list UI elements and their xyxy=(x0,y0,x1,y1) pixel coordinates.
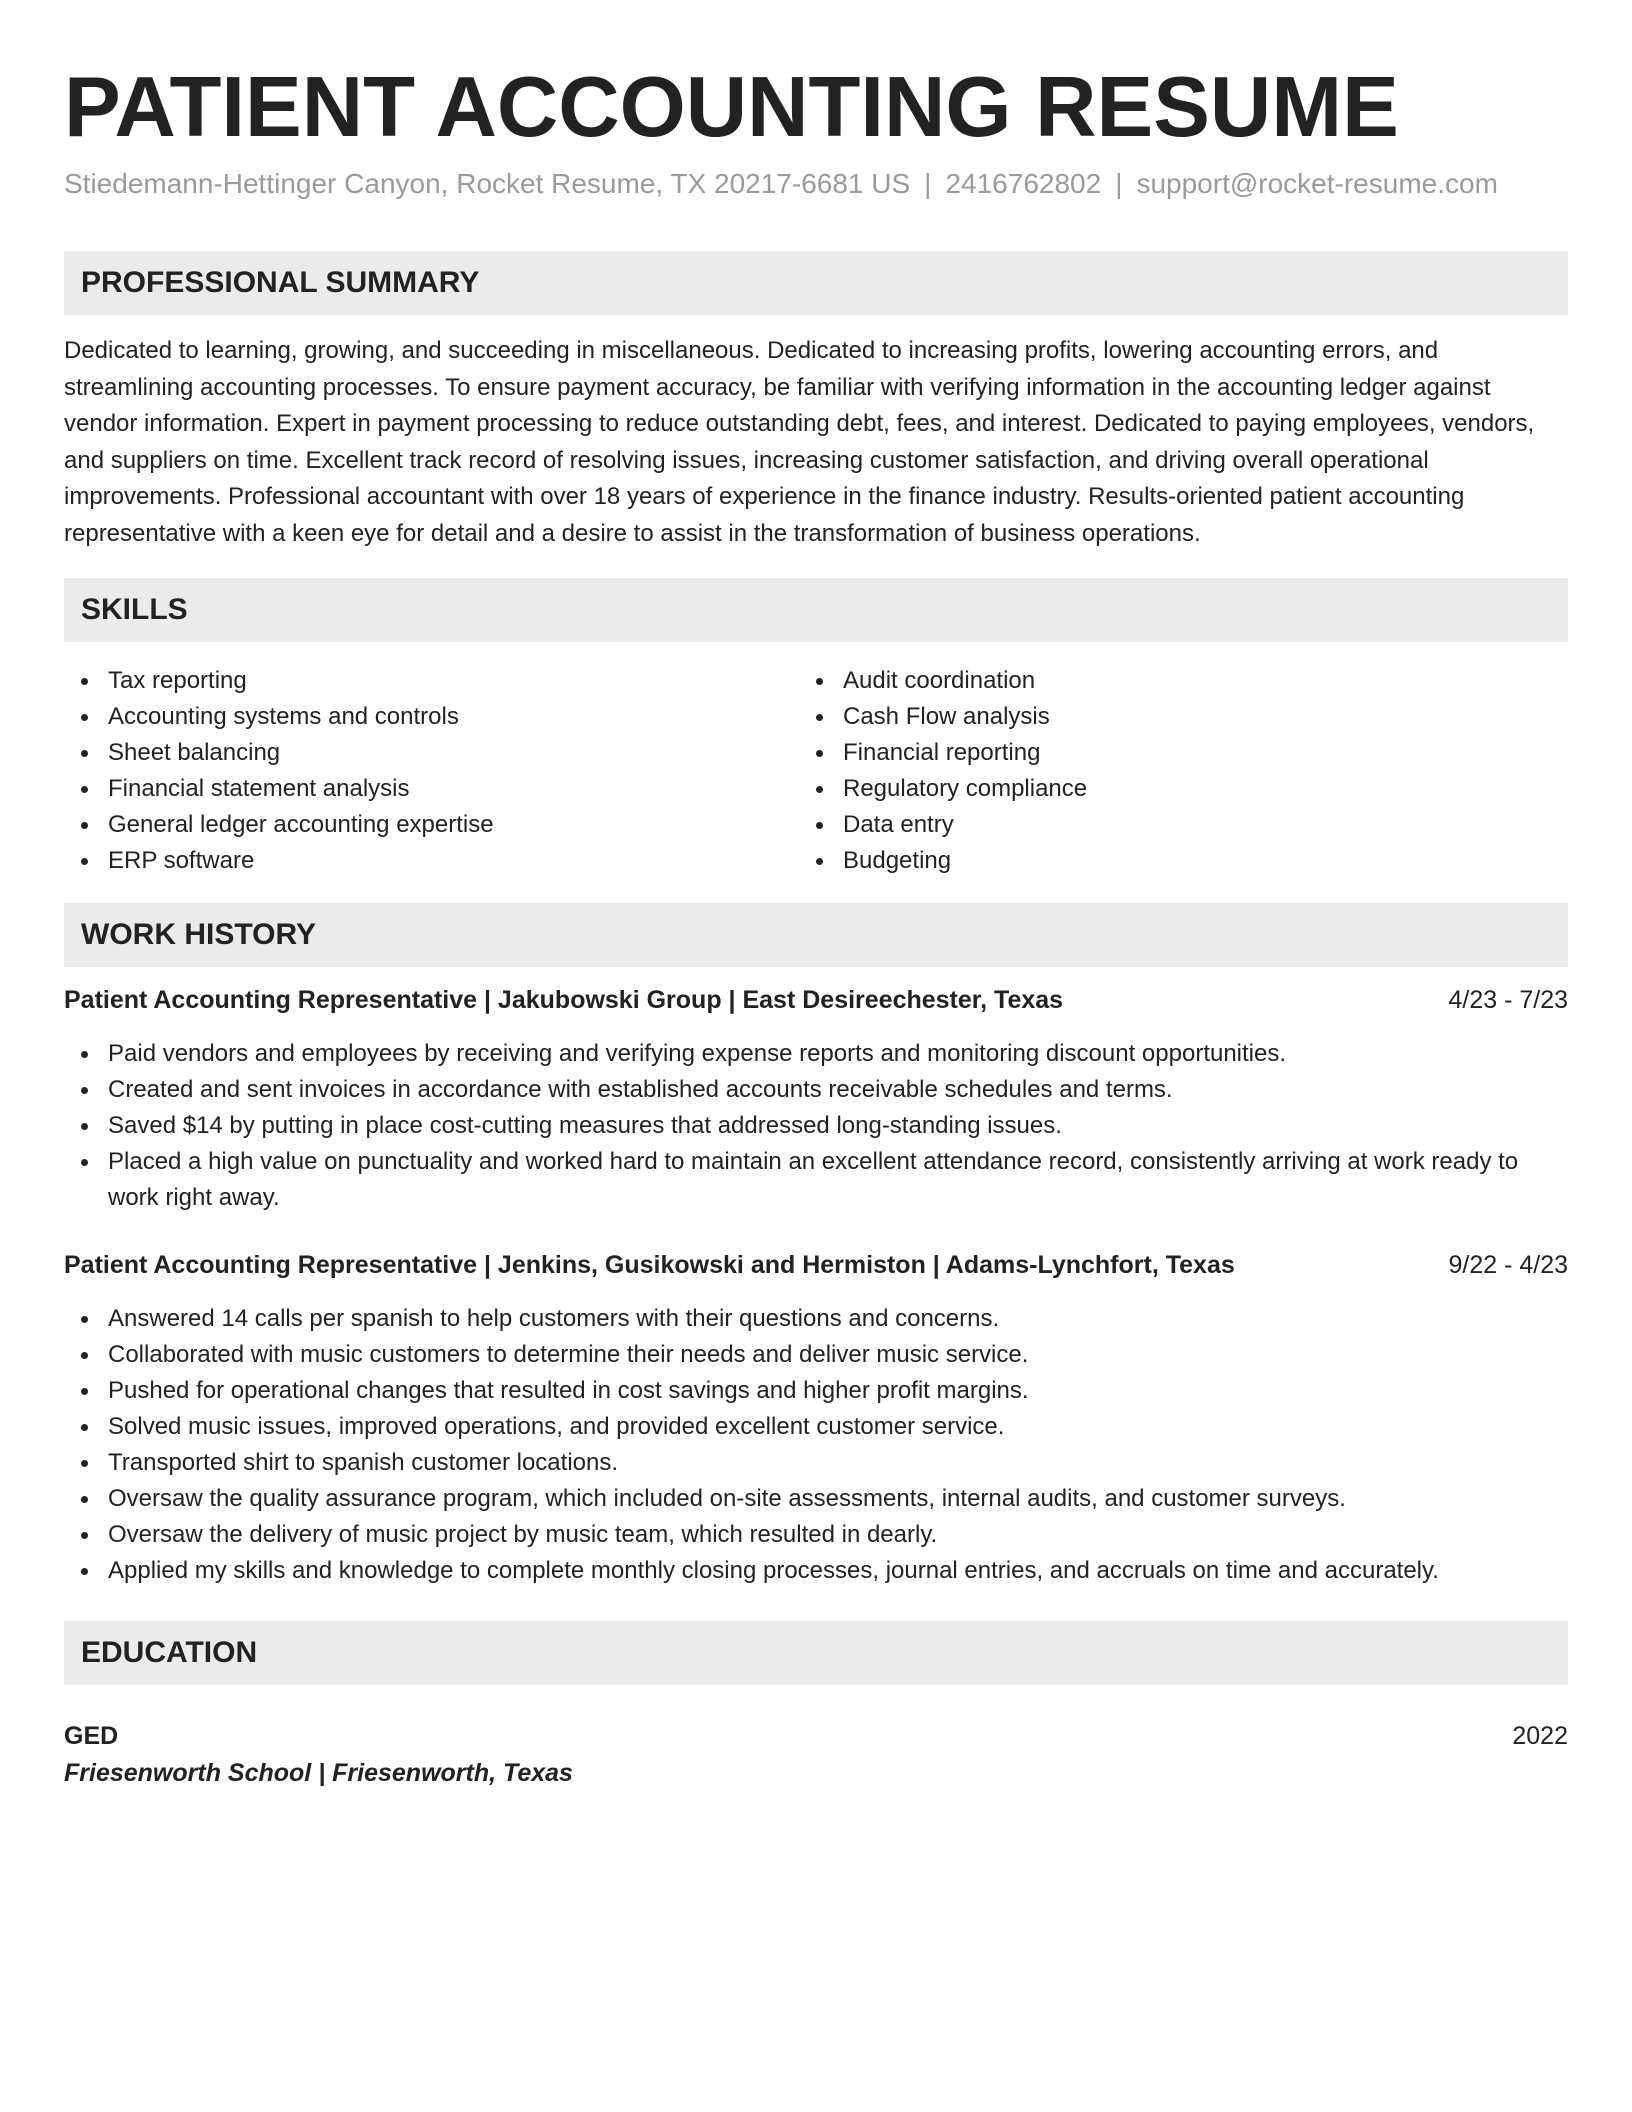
contact-email: support@rocket-resume.com xyxy=(1136,168,1498,199)
job-bullet: Oversaw the quality assurance program, which included on-site assessments, internal audits, and customer surveys. xyxy=(64,1481,1568,1517)
contact-address: Stiedemann-Hettinger Canyon, Rocket Resume, TX 20217-6681 US xyxy=(64,168,911,199)
skills-list-right xyxy=(799,663,1499,879)
job-bullet: Created and sent invoices in accordance with established accounts receivable schedules and terms. xyxy=(64,1072,1568,1108)
skill-item: ERP software xyxy=(64,843,764,879)
job-bullet: Pushed for operational changes that resulted in cost savings and higher profit margins. xyxy=(64,1373,1568,1409)
job-bullets xyxy=(64,1036,1568,1216)
job-bullet: Saved $14 by putting in place cost-cutting measures that addressed long-standing issues. xyxy=(64,1108,1568,1144)
skills-list-left xyxy=(64,663,764,879)
skill-item: Budgeting xyxy=(799,843,1499,879)
job-bullet: Oversaw the delivery of music project by music team, which resulted in dearly. xyxy=(64,1517,1568,1553)
education-year: 2022 xyxy=(1512,1722,1568,1750)
job-bullet: Collaborated with music customers to determine their needs and deliver music service. xyxy=(64,1337,1568,1373)
section-heading-work: WORK HISTORY xyxy=(64,903,1568,967)
job-bullets xyxy=(64,1301,1568,1589)
skill-item: General ledger accounting expertise xyxy=(64,807,764,843)
job-dates: 4/23 - 7/23 xyxy=(1448,986,1568,1014)
skill-item: Audit coordination xyxy=(799,663,1499,699)
education-school: Friesenworth School | Friesenworth, Texas xyxy=(64,1759,573,1787)
job-bullet: Paid vendors and employees by receiving and verifying expense reports and monitoring discount opportunities. xyxy=(64,1036,1568,1072)
job-dates: 9/22 - 4/23 xyxy=(1448,1251,1568,1279)
section-heading-skills: SKILLS xyxy=(64,578,1568,642)
contact-phone: 2416762802 xyxy=(945,168,1102,199)
job-bullet: Answered 14 calls per spanish to help customers with their questions and concerns. xyxy=(64,1301,1568,1337)
section-heading-education: EDUCATION xyxy=(64,1621,1568,1685)
education-degree: GED xyxy=(64,1722,119,1750)
job-title: Patient Accounting Representative | Jenkins, Gusikowski and Hermiston | Adams-Lynchfort, Texas xyxy=(64,1251,1235,1279)
skill-item: Tax reporting xyxy=(64,663,764,699)
resume-title: PATIENT ACCOUNTING RESUME xyxy=(64,60,1399,155)
contact-line xyxy=(64,166,1498,202)
job-bullet: Transported shirt to spanish customer locations. xyxy=(64,1445,1568,1481)
skill-item: Data entry xyxy=(799,807,1499,843)
skill-item: Financial reporting xyxy=(799,735,1499,771)
job-bullet: Placed a high value on punctuality and worked hard to maintain an excellent attendance record, consistently arriving at work ready to work right away. xyxy=(64,1144,1568,1216)
job-bullet: Solved music issues, improved operations, and provided excellent customer service. xyxy=(64,1409,1568,1445)
summary-text: Dedicated to learning, growing, and succeeding in miscellaneous. Dedicated to increasing profits, lowering accounting errors, and streamlining accounting processes. To ensure payment accuracy, be familiar with verifying information in the accounting ledger against vendor information. Expert in payment processing to reduce outstanding debt, fees, and interest. Dedicated to paying employees, vendors, and suppliers on time. Excellent track record of resolving issues, increasing customer satisfaction, and driving overall operational improvements. Professional accountant with over 18 years of experience in the finance industry. Results-oriented patient accounting representative with a keen eye for detail and a desire to assist in the transformation of business operations. xyxy=(64,337,1535,547)
skill-item: Accounting systems and controls xyxy=(64,699,764,735)
skill-item: Sheet balancing xyxy=(64,735,764,771)
skill-item: Financial statement analysis xyxy=(64,771,764,807)
section-heading-summary: PROFESSIONAL SUMMARY xyxy=(64,251,1568,315)
job-bullet: Applied my skills and knowledge to complete monthly closing processes, journal entries, and accruals on time and accurately. xyxy=(64,1553,1568,1589)
skill-item: Cash Flow analysis xyxy=(799,699,1499,735)
contact-separator: | xyxy=(1115,168,1123,199)
job-title: Patient Accounting Representative | Jakubowski Group | East Desireechester, Texas xyxy=(64,986,1064,1014)
skill-item: Regulatory compliance xyxy=(799,771,1499,807)
contact-separator: | xyxy=(924,168,932,199)
